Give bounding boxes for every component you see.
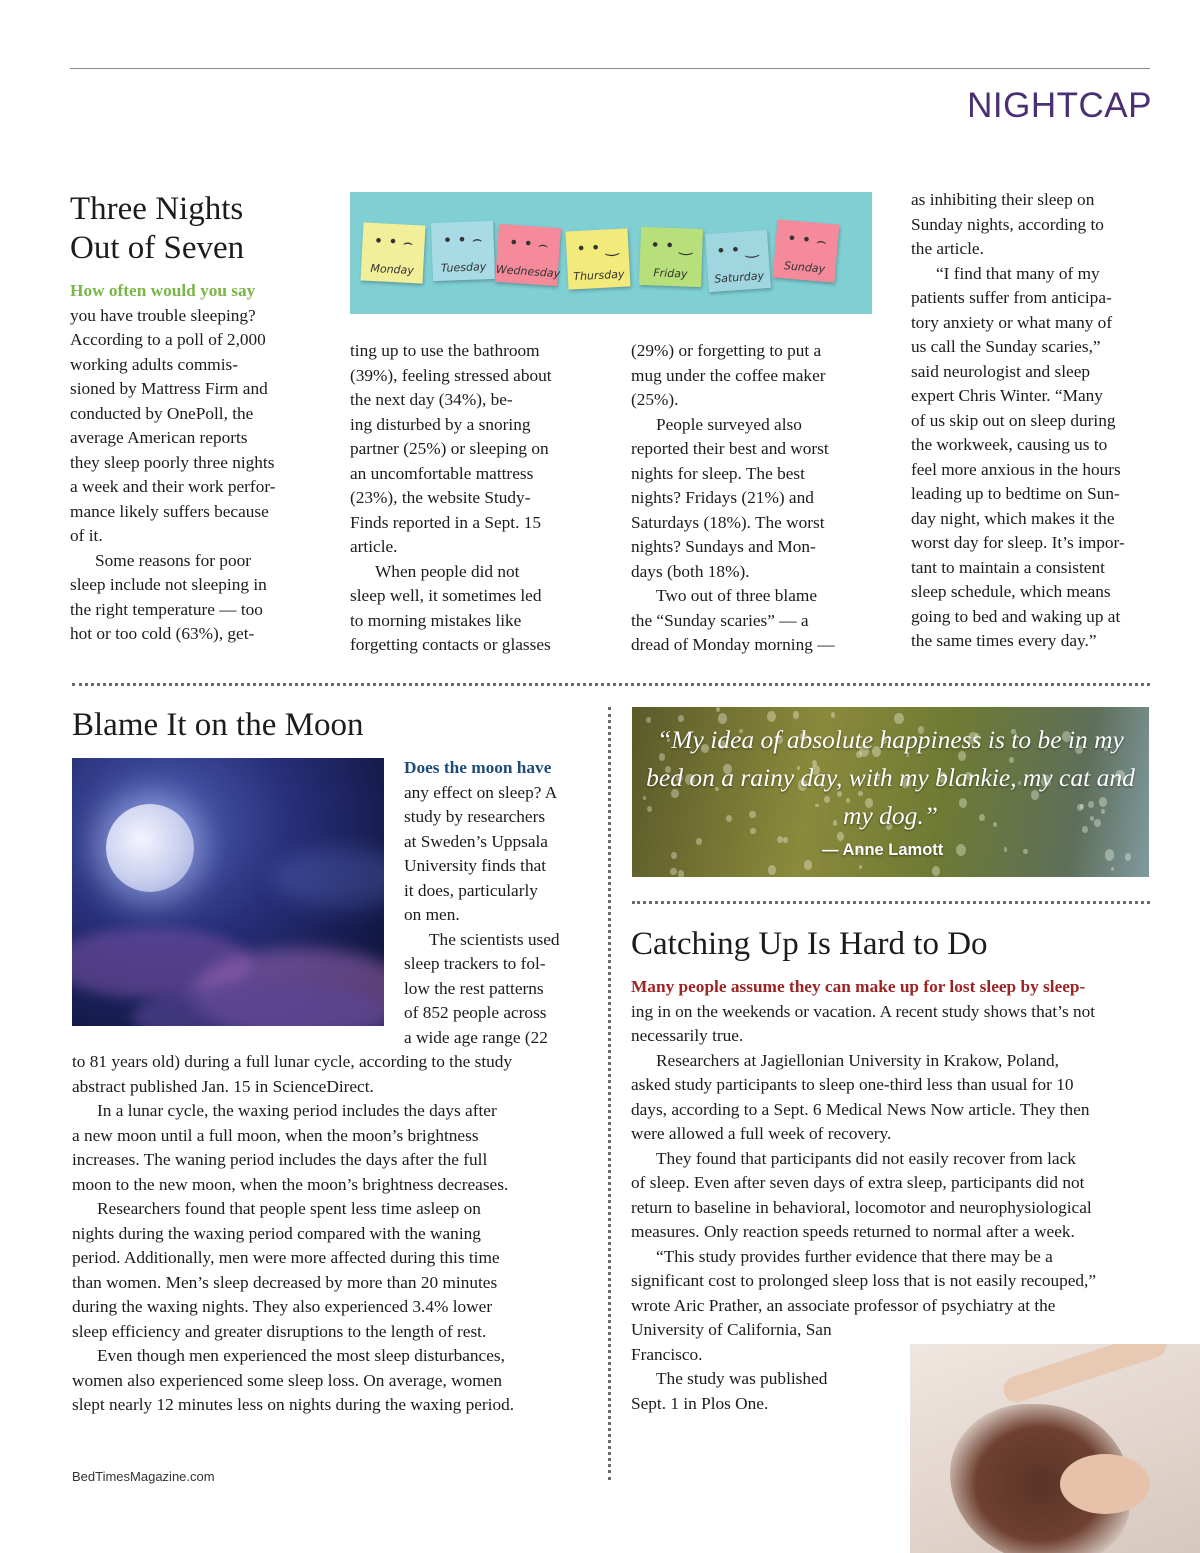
article1-col4: as inhibiting their sleep on Sunday nights, according to the article. “I find that many of my patients suffer from anticipa- tory anxiety or what many of us call the Sunday scaries,” said neurologist and sleep expert Chris Winter. “Many of us skip out on sleep during the workweek, causing us to feel more anxious in the hours leading up to bedtime on Sun- day night, which makes it the worst day for sleep. It’s impor- tant to maintain a consistent sleep schedule, which means going to bed and waking up at the same times every day.”	[911, 190, 1125, 650]
raindrop	[859, 865, 863, 870]
moon-shape	[106, 804, 194, 892]
top-rule	[70, 68, 1150, 69]
note-day-label: Saturday	[713, 269, 765, 286]
article1-col2: ting up to use the bathroom (39%), feeling stressed about the next day (34%), be- ing disturbed by a snoring partner (25%) or sleeping on an uncomfortable mattress (23%), the website Study- Finds reported in a Sept. 15 article. When people did not sleep well, it sometimes led to morning mistakes like forgetting contacts or glasses	[350, 341, 552, 654]
sticky-note	[431, 221, 495, 281]
raindrop	[804, 860, 812, 870]
sticky-note	[566, 228, 631, 289]
sticky-note	[773, 219, 840, 282]
raindrop	[1111, 867, 1114, 871]
article2-headline: Blame It on the Moon	[72, 707, 364, 743]
raindrop	[1105, 849, 1115, 861]
note-face: • • ‿	[715, 238, 759, 261]
rainy-window-quote	[632, 707, 1149, 877]
full-moon-image	[72, 758, 384, 1026]
article3-body: Many people assume they can make up for lost sleep by sleep- ing in on the weekends or vacation. A recent study shows that’s not necessarily true. Researchers at Jagiellonian University in Krakow, Poland, asked study participants to sleep one-third less than usual for 10 days, according to a Sept. 6 Medical News Now article. They then were allowed a full week of recovery. They found that participants did not easily recover from lack of sleep. Even after seven days of extra sleep, participants did not return to baseline in behavioral, locomotor and neurophysiological measures. Only reaction speeds returned to normal after a week. “This study provides further evidence that there may be a significant cost to prolonged sleep loss that is not easily recouped,” wrote Aric Prather, an associate professor of psychiatry at the University of California, San Francisco. The study was published Sept. 1 in Plos One.	[631, 977, 1097, 1413]
raindrop	[670, 868, 676, 875]
sticky-note	[639, 227, 703, 287]
article3-headline: Catching Up Is Hard to Do	[631, 926, 988, 962]
raindrop	[671, 852, 677, 859]
raindrop	[831, 712, 836, 717]
note-day-label: Tuesday	[440, 260, 487, 275]
note-day-label: Sunday	[783, 259, 826, 276]
raindrop	[783, 837, 788, 843]
article1-col1: How often would you say you have trouble sleeping? According to a poll of 2,000 working adults commis- sioned by Mattress Firm and conducted by OnePoll, the average American reports they sleep poorly three nights a week and their work perfor- mance likely suffers because of it. Some reasons for poor sleep include not sleeping in the right temperature — too hot or too cold (63%), get-	[70, 281, 276, 643]
arm-shape	[1000, 1344, 1170, 1406]
article1-headline: Three Nights Out of Seven	[70, 191, 245, 266]
raindrop	[777, 836, 783, 843]
note-face: • • ⌢	[442, 229, 483, 250]
note-face: • • ⌢	[373, 230, 414, 253]
note-day-label: Friday	[653, 266, 688, 281]
raindrop	[716, 707, 720, 712]
raindrop	[696, 838, 702, 846]
cloud-shape	[272, 848, 384, 908]
sleeping-woman-image	[910, 1344, 1200, 1553]
note-day-label: Monday	[370, 261, 415, 278]
raindrop	[932, 866, 940, 876]
note-face: • • ⌢	[508, 232, 550, 255]
sticky-note	[705, 230, 771, 292]
raindrop	[1023, 849, 1028, 855]
raindrop	[678, 870, 684, 877]
note-face: • • ‿	[575, 236, 619, 259]
note-day-label: Thursday	[572, 267, 625, 284]
quote-text: “My idea of absolute happiness is to be in my bed on a rainy day, with my blankie, my cat and my dog.”	[646, 725, 1135, 830]
article2-lead: Does the moon have	[404, 758, 552, 777]
note-day-label: Wednesday	[495, 262, 561, 281]
sticky-note	[361, 222, 426, 283]
raindrop	[1125, 853, 1131, 860]
face-shape	[1060, 1454, 1150, 1514]
section-divider-horizontal	[72, 683, 1150, 686]
raindrop	[956, 844, 966, 856]
raindrop	[793, 711, 800, 719]
article1-col3: (29%) or forgetting to put a mug under the coffee maker (25%). People surveyed also reported their best and worst nights for sleep. The best nights? Fridays (21%) and Saturdays (18%). The worst nights? Sundays and Mon- days (both 18%). Two out of three blame the “Sunday scaries” — a dread of Monday morning —	[631, 341, 835, 654]
footer-site: BedTimesMagazine.com	[72, 1469, 215, 1484]
note-face: • • ⌢	[786, 228, 828, 251]
article2-body: to 81 years old) during a full lunar cycle, according to the study abstract published Jan. 15 in ScienceDirect. In a lunar cycle, the waxing period includes the days after a new moon until a full moon, when the moon’s brightness increases. The waning period includes the days after the full moon to the new moon, when the moon’s brightness decreases. Researchers found that people spent less time asleep on nights during the waxing period compared with the waning period. Additionally, men were more affected during this time than women. Men’s sleep decreased by more than 20 minutes during the waxing nights. They also experienced 3.4% lower sleep efficiency and greater disruptions to the length of rest. Even though men experienced the most sleep disturbances, women also experienced some sleep loss. On average, women slept nearly 12 minutes less on nights during the waxing period.	[72, 1052, 515, 1414]
quote-attribution: — Anne Lamott	[822, 841, 944, 859]
sticky-notes-image	[350, 192, 872, 314]
section-label: NIGHTCAP	[967, 86, 1152, 125]
article1-lead: How often would you say	[70, 281, 256, 300]
raindrop	[768, 865, 776, 875]
quote-divider	[632, 901, 1150, 904]
article2-side-text: Does the moon have any effect on sleep? A study by researchers at Sweden’s Uppsala University finds that it does, particularly on men. The scientists used sleep trackers to fol- low the rest patterns of 852 people across a wide age range (22	[404, 758, 560, 1047]
section-divider-vertical	[608, 707, 611, 1480]
note-face: • • ‿	[650, 235, 693, 256]
sticky-note	[495, 224, 561, 286]
raindrop	[1004, 847, 1008, 852]
article3-lead: Many people assume they can make up for lost sleep by sleep-	[631, 977, 1086, 996]
